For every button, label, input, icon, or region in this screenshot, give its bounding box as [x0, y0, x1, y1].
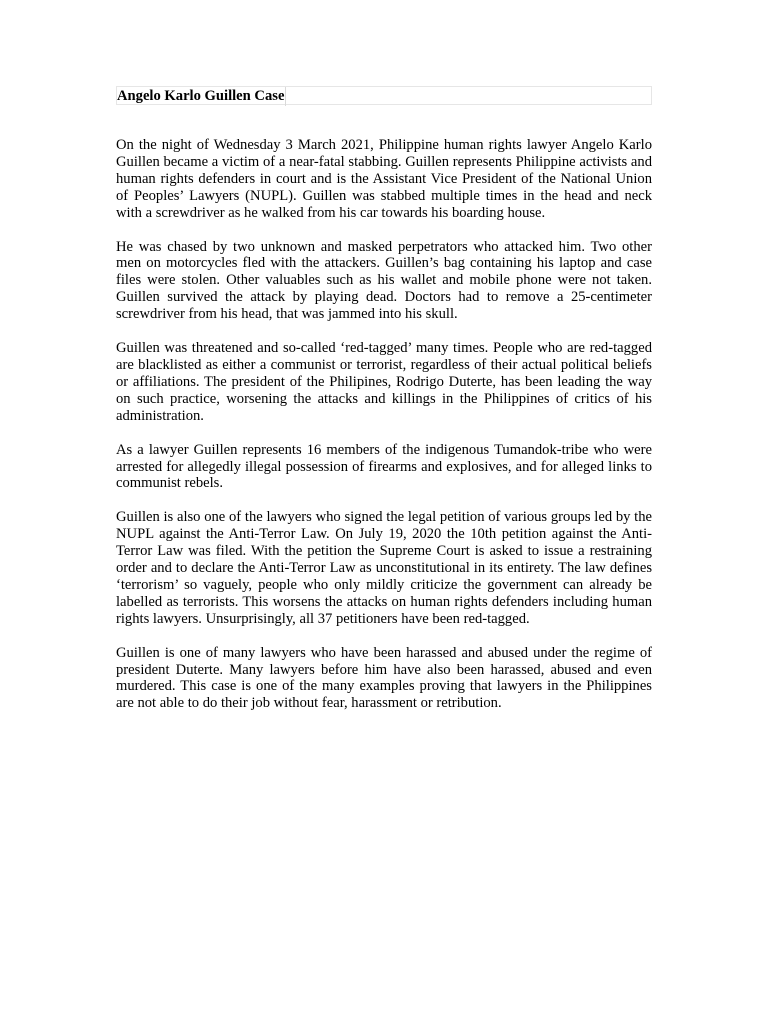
paragraph: Guillen is also one of the lawyers who signed the legal petition of various groups led by the NUPL against the Anti-Terror Law. On July 19, 2020 the 10th petition against the Anti-Terror Law was filed. With the petition the Supreme Court is asked to issue a restraining order and to declare the Anti-Terror Law as unconstitutional in its entirety. The law defines ‘terrorism’ so vaguely, people who only mildly criticize the government can already be labelled as terrorists. This worsens the attacks on human rights defenders including human rights lawyers. Unsurprisingly, all 37 petitioners have been red-tagged.	[116, 509, 652, 627]
document-page	[116, 86, 652, 729]
paragraph: On the night of Wednesday 3 March 2021, Philippine human rights lawyer Angelo Karlo Guillen became a victim of a near-fatal stabbing. Guillen represents Philippine activists and human rights defenders in court and is the Assistant Vice President of the National Union of Peoples’ Lawyers (NUPL). Guillen was stabbed multiple times in the head and neck with a screwdriver as he walked from his car towards his boarding house.	[116, 137, 652, 221]
paragraph: As a lawyer Guillen represents 16 members of the indigenous Tumandok-tribe who were arrested for allegedly illegal possession of firearms and explosives, and for alleged links to communist rebels.	[116, 441, 652, 492]
paragraph: He was chased by two unknown and masked perpetrators who attacked him. Two other men on motorcycles fled with the attackers. Guillen’s bag containing his laptop and case files were stolen. Other valuables such as his wallet and mobile phone were not taken. Guillen survived the attack by playing dead. Doctors had to remove a 25-centimeter screwdriver from his head, that was jammed into his skull.	[116, 238, 652, 323]
title-field[interactable]	[116, 86, 652, 105]
document-title: Angelo Karlo Guillen Case	[117, 88, 285, 104]
paragraph: Guillen was threatened and so-called ‘red-tagged’ many times. People who are red-tagged are blacklisted as either a communist or terrorist, regardless of their actual political beliefs or affiliations. The president of the Philipines, Rodrigo Duterte, has been leading the way on such practice, worsening the attacks and killings in the Philippines of critics of his administration.	[116, 340, 652, 424]
document-body	[116, 137, 652, 712]
paragraph: Guillen is one of many lawyers who have been harassed and abused under the regime of president Duterte. Many lawyers before him have also been harassed, abused and even murdered. This case is one of the many examples proving that lawyers in the Philippines are not able to do their job without fear, harassment or retribution.	[116, 644, 652, 712]
